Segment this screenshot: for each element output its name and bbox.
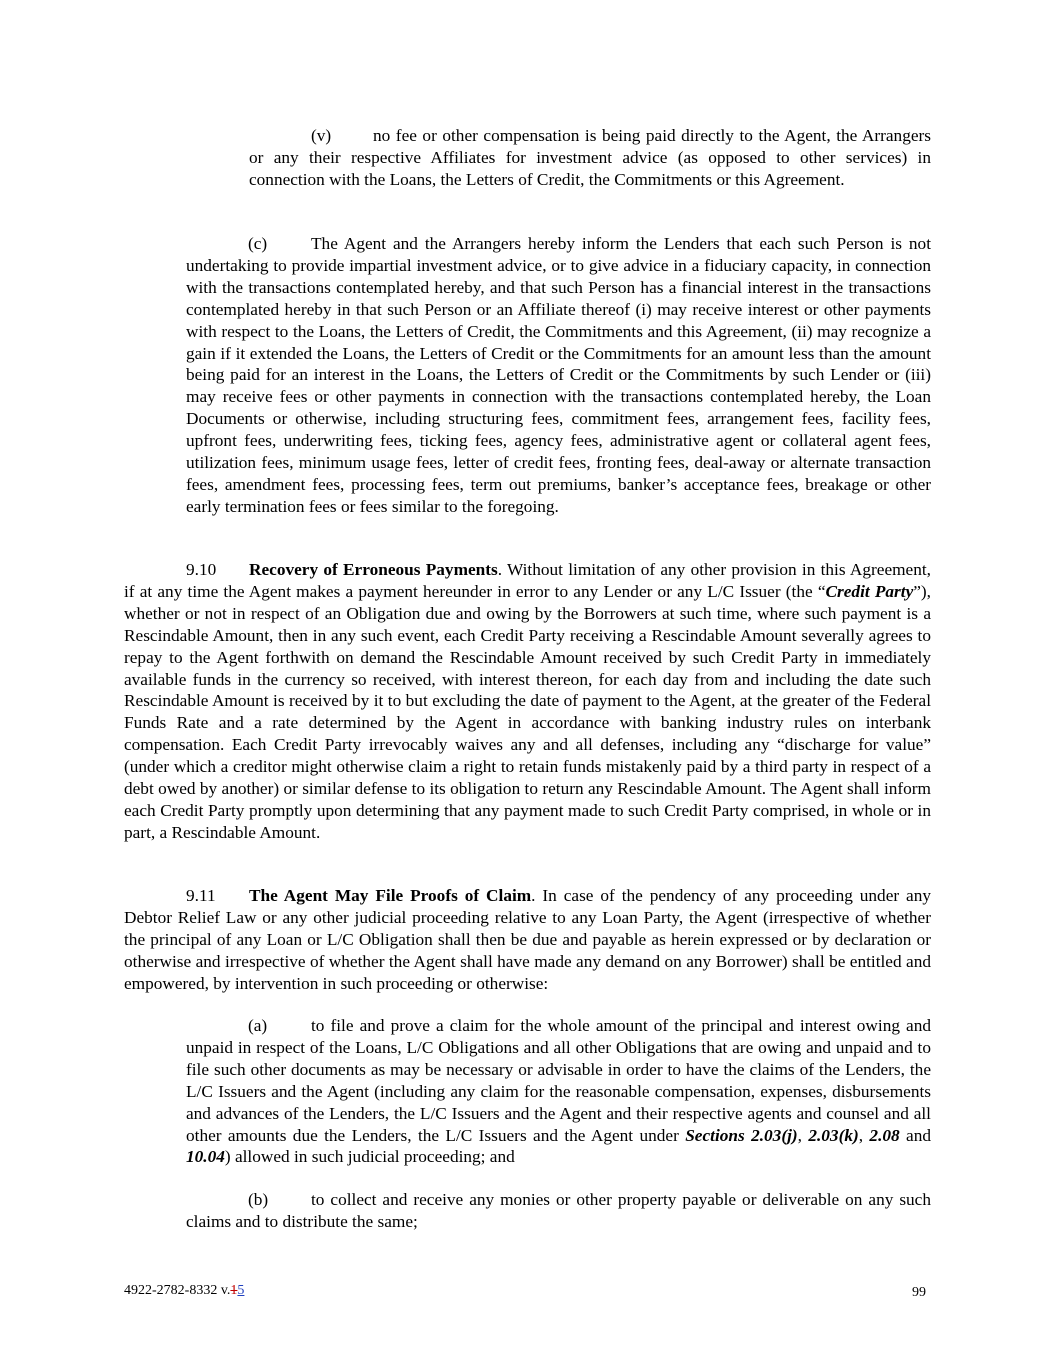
paragraph-b-text: to collect and receive any monies or other property payable or deliverable on any such claims and to distribute the same;	[186, 1190, 931, 1231]
paragraph-c-number: (c)	[248, 234, 268, 253]
section-9-11-number: 9.11	[186, 886, 216, 905]
paragraph-c-text: The Agent and the Arrangers hereby inform the Lenders that each such Person is not undertaking to provide impartial investment advice, or to give advice in a fiduciary capacity, in connection with the transactions contemplated hereby, and that such Person has a financial interest in the transactions contemplated hereby in that such Person or an Affiliate thereof (i) may receive interest or other payments with respect to the Loans, the Letters of Credit, the Commitments and this Agreement, (ii) may recognize a gain if it extended the Loans, the Letters of Credit or the Commitments for an amount less than the amount being paid for an interest in the Loans, the Letters of Credit or the Commitments by such Lender or (iii) may receive fees or other payments in connection with the transactions contemplated hereby, the Loan Documents or otherwise, including structuring fees, commitment fees, arrangement fees, facility fees, upfront fees, underwriting fees, ticking fees, agency fees, administrative agent or collateral agent fees, utilization fees, minimum usage fees, letter of credit fees, fronting fees, deal-away or alternate transaction fees, amendment fees, processing fees, term out premiums, banker’s acceptance fees, breakage or other early termination fees or fees similar to the foregoing.	[186, 234, 931, 516]
paragraph-c	[186, 233, 931, 518]
ref-2-08: 2.08	[869, 1125, 900, 1145]
separator: and	[899, 1125, 931, 1145]
footer-document-id	[124, 1282, 244, 1300]
ref-2-03-k: 2.03(k)	[808, 1125, 859, 1145]
paragraph-a-text-a: to file and prove a claim for the whole amount of the principal and interest owing and unpaid in respect of the Loans, L/C Obligations and all other Obligations that are owing and unpaid and to file such other documents as may be necessary or advisable in order to have the claims of the Lenders, the L/C Issuers and the Agent (including any claim for the reasonable compensation, expenses, disbursements and advances of the Lenders, the L/C Issuers and the Agent and their respective agents and counsel and all other amounts due the Lenders, the L/C Issuers and the Agent under	[186, 1016, 931, 1145]
ref-10-04: 10.04	[186, 1147, 225, 1167]
paragraph-b-number: (b)	[248, 1190, 269, 1209]
separator: ,	[797, 1125, 809, 1145]
section-9-10-text-a: . Without limitation of any other provision in this Agreement, if at any time the Agent makes a payment hereunder in error to any Lender or any L/C Issuer (the “	[124, 560, 931, 601]
paragraph-a-number: (a)	[248, 1016, 268, 1035]
document-id: 4922-2782-8332 v.	[124, 1283, 231, 1298]
paragraph-v-number: (v)	[311, 126, 332, 145]
paragraph-a	[186, 1015, 931, 1168]
section-9-11	[124, 885, 931, 995]
ref-sections-2-03-j: Sections 2.03(j)	[685, 1125, 798, 1145]
paragraph-b	[186, 1189, 931, 1233]
defined-term-credit-party: Credit Party	[825, 581, 914, 601]
page-number: 99	[912, 1285, 926, 1300]
paragraph-a-text-b: ) allowed in such judicial proceeding; and	[224, 1147, 515, 1167]
section-9-10-text-b: ”), whether or not in respect of an Obligation due and owing by the Borrowers at such time, where such payment is a Rescindable Amount, then in any such event, each Credit Party receiving a Rescindable Amount severally agrees to repay to the Agent forthwith on demand the Rescindable Amount received by such Credit Party in immediately available funds in the currency so received, with interest thereon, for each day from and including the date such Rescindable Amount is received by it to but excluding the date of payment to the Agent, at the greater of the Federal Funds Rate and a rate determined by the Agent in accordance with banking industry rules on interbank compensation. Each Credit Party irrevocably waives any and all defenses, including any “discharge for value” (under which a creditor might otherwise claim a right to retain funds mistakenly paid by a third party in respect of a debt owed by another) or similar defense to its obligation to return any Rescindable Amount. The Agent shall inform each Credit Party promptly upon determining that any payment made to such Credit Party comprised, in whole or in part, a Rescindable Amount.	[124, 581, 931, 842]
section-9-10-number: 9.10	[186, 560, 217, 579]
version-inserted: 5	[237, 1283, 245, 1298]
section-9-11-text: . In case of the pendency of any proceeding under any Debtor Relief Law or any other judicial proceeding relative to any Loan Party, the Agent (irrespective of whether the principal of any Loan or L/C Obligation shall then be due and payable as herein expressed or by declaration or otherwise and irrespective of whether the Agent shall have made any demand on any Borrower) shall be entitled and empowered, by intervention in such proceeding or otherwise:	[124, 886, 931, 993]
paragraph-v	[249, 125, 931, 191]
separator: ,	[858, 1125, 870, 1145]
section-9-11-heading: The Agent May File Proofs of Claim	[249, 886, 532, 905]
paragraph-v-text: no fee or other compensation is being paid directly to the Agent, the Arrangers or any their respective Affiliates for investment advice (as opposed to other services) in connection with the Loans, the Letters of Credit, the Commitments or this Agreement.	[249, 126, 931, 189]
version-deleted: 1	[230, 1283, 238, 1298]
section-9-10-heading: Recovery of Erroneous Payments	[249, 560, 498, 579]
section-9-10	[124, 559, 931, 844]
